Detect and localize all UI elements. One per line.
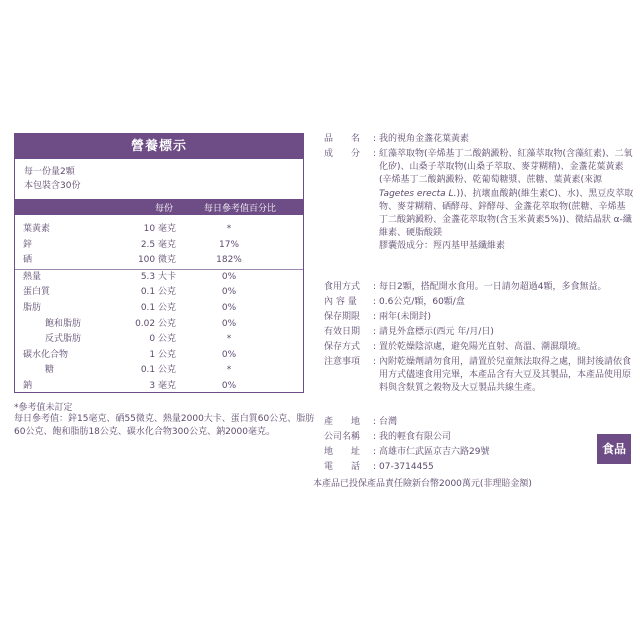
nutrient-percent: 0%	[221, 271, 237, 282]
field-colon: :	[373, 462, 377, 472]
field-label: 電 話	[324, 462, 361, 472]
nutrient-row	[15, 379, 303, 395]
field-label: 注意事項	[324, 357, 361, 367]
field-colon: :	[373, 417, 377, 427]
ingredients-scientific-name: Tagetes erecta L.	[379, 188, 457, 199]
expiry-value: 請見外盒標示(西元 年/月/日)	[379, 327, 494, 337]
storage-value: 置於乾燥陰涼處，避免陽光直射、高溫、潮濕環境。	[379, 342, 587, 352]
nutrient-amount: 2.5 毫克	[140, 239, 176, 250]
nutrient-name: 鋅	[23, 239, 33, 250]
nutrient-row	[15, 363, 303, 379]
field-colon: :	[373, 282, 377, 292]
product-name-field	[324, 133, 634, 146]
liability-insurance-note: 本產品已投保產品責任險新台幣2000萬元(非理賠金額)	[313, 479, 532, 489]
content-value: 0.6公克/顆，60顆/盒	[379, 297, 465, 307]
nutrient-percent: 17%	[218, 239, 240, 250]
nutrient-name: 鈉	[23, 380, 33, 391]
field-colon: :	[373, 327, 377, 337]
notice-field	[324, 356, 634, 396]
serving-size: 每一份量2顆	[24, 167, 75, 177]
company-field	[324, 431, 634, 444]
nutrient-amount: 0 公克	[149, 334, 176, 345]
field-label: 品 名	[324, 134, 361, 144]
field-colon: :	[373, 447, 377, 457]
expiry-field	[324, 326, 634, 339]
address-field	[324, 446, 634, 459]
nutrition-rows	[15, 222, 303, 395]
content-field	[324, 296, 634, 309]
shelf-life-value: 兩年(未開封)	[379, 312, 432, 322]
product-name: 我的視角金盞花葉黃素	[379, 134, 470, 144]
nutrient-row	[15, 269, 303, 286]
storage-field	[324, 341, 634, 354]
field-colon: :	[373, 149, 377, 159]
serving-info	[15, 159, 303, 193]
reference-note: *參考值未訂定	[14, 403, 73, 413]
nutrient-name: 脂肪	[23, 302, 42, 313]
col-daily-percent: 每日參考值百分比	[204, 204, 277, 214]
nutrient-percent: 0%	[221, 349, 237, 360]
nutrient-percent: *	[226, 224, 232, 234]
nutrient-name: 反式脂肪	[45, 334, 82, 345]
nutrient-row	[15, 348, 303, 364]
nutrient-amount: 100 微克	[137, 255, 176, 266]
nutrient-row	[15, 285, 303, 301]
daily-reference-values: 每日參考值：鋅15毫克、硒55微克、熱量2000大卡、蛋白質60公克、脂肪60公克、飽和脂肪18公克、碳水化合物300公克、鈉2000毫克。	[14, 414, 315, 437]
nutrition-column-header	[15, 199, 303, 215]
origin-value: 台灣	[379, 417, 398, 427]
ingredients-text	[379, 148, 634, 240]
nutrient-amount: 10 毫克	[143, 224, 176, 234]
ingredients-field	[324, 148, 634, 254]
capsule-shell: 膠囊殼成分：羥丙基甲基纖維素	[379, 241, 506, 252]
col-per-serving: 每份	[155, 204, 174, 214]
nutrient-amount: 5.3 大卡	[140, 271, 176, 282]
nutrition-facts-panel	[14, 133, 304, 393]
nutrient-amount: 0.02 公克	[135, 318, 176, 329]
field-colon: :	[373, 342, 377, 352]
food-badge: 食品	[597, 434, 631, 464]
nutrient-name: 硒	[23, 255, 33, 266]
notice-value: 內附乾燥劑請勿食用，請置於兒童無法取得之處，開封後請依食用方式儘速食用完畢，本產品含有大豆及其製品，本產品使用原料與含麩質之穀物及大豆製品共線生產。	[379, 357, 632, 394]
nutrient-percent: 0%	[221, 302, 237, 313]
phone-value: 07-3714455	[379, 462, 434, 472]
nutrient-name: 碳水化合物	[23, 349, 69, 360]
ingredients-part-1: 紅藻萃取物(辛烯基丁二酸鈉澱粉、紅藻萃取物(含藻紅素)、二氧化矽)、山桑子萃取物(山桑子萃取、麥芽糊精)、金盞花葉黃素(辛烯基丁二酸鈉澱粉、乾葡萄糖漿、蔗糖、葉黃素(來源	[379, 149, 633, 186]
nutrient-amount: 0.1 公克	[140, 302, 176, 313]
nutrient-name: 蛋白質	[23, 287, 51, 298]
nutrient-row	[15, 222, 303, 238]
field-label: 內 容 量	[324, 297, 357, 307]
nutrient-amount: 0.1 公克	[140, 287, 176, 298]
nutrient-row	[15, 301, 303, 317]
company-value: 我的輕食有限公司	[379, 432, 452, 442]
shelf-life-field	[324, 311, 634, 324]
nutrient-name: 糖	[45, 365, 55, 376]
nutrient-percent: 0%	[221, 318, 237, 329]
address-value: 高雄市仁武區京吉六路29號	[379, 447, 490, 457]
field-colon: :	[373, 357, 377, 367]
nutrient-row	[15, 253, 303, 269]
nutrient-percent: *	[226, 365, 232, 376]
nutrient-amount: 3 毫克	[149, 380, 176, 391]
field-label: 公司名稱	[324, 432, 361, 442]
nutrient-name: 熱量	[23, 271, 42, 282]
nutrient-name: 葉黃素	[23, 224, 51, 234]
nutrient-amount: 1 公克	[149, 349, 176, 360]
field-label: 保存方式	[324, 342, 361, 352]
nutrient-percent: 182%	[216, 255, 242, 266]
nutrition-title: 營養標示	[15, 134, 303, 159]
nutrient-name: 飽和脂肪	[45, 318, 82, 329]
field-colon: :	[373, 297, 377, 307]
field-label: 地 址	[324, 447, 361, 457]
nutrient-row	[15, 238, 303, 254]
field-colon: :	[373, 432, 377, 442]
field-label: 成 分	[324, 149, 361, 159]
phone-field	[324, 461, 634, 474]
nutrient-row	[15, 332, 303, 348]
field-label: 有效日期	[324, 327, 361, 337]
usage-value: 每日2顆，搭配開水食用。一日請勿超過4顆，多食無益。	[379, 282, 607, 292]
origin-field	[324, 416, 634, 429]
field-colon: :	[373, 312, 377, 322]
usage-field	[324, 281, 634, 294]
nutrient-percent: 0%	[221, 380, 237, 391]
field-label: 產 地	[324, 417, 361, 427]
servings-per-package: 本包裝含30份	[24, 181, 81, 191]
field-label: 保存期限	[324, 312, 361, 322]
nutrient-amount: 0.1 公克	[140, 365, 176, 376]
nutrient-row	[15, 317, 303, 333]
nutrient-percent: *	[226, 334, 232, 345]
field-label: 食用方式	[324, 282, 361, 292]
nutrient-percent: 0%	[221, 287, 237, 298]
ingredients-part-2: ))、抗壞血酸鈉(維生素C)、水)、黑豆皮萃取物、麥芽糊精、硒酵母、鋅酵母、金盞花萃取物(蔗糖、辛烯基丁二酸鈉澱粉、金盞花萃取物(含玉米黃素5%))、微結晶狀 α-纖維素、硬脂酸鎂	[379, 188, 634, 239]
field-colon: :	[373, 134, 377, 144]
